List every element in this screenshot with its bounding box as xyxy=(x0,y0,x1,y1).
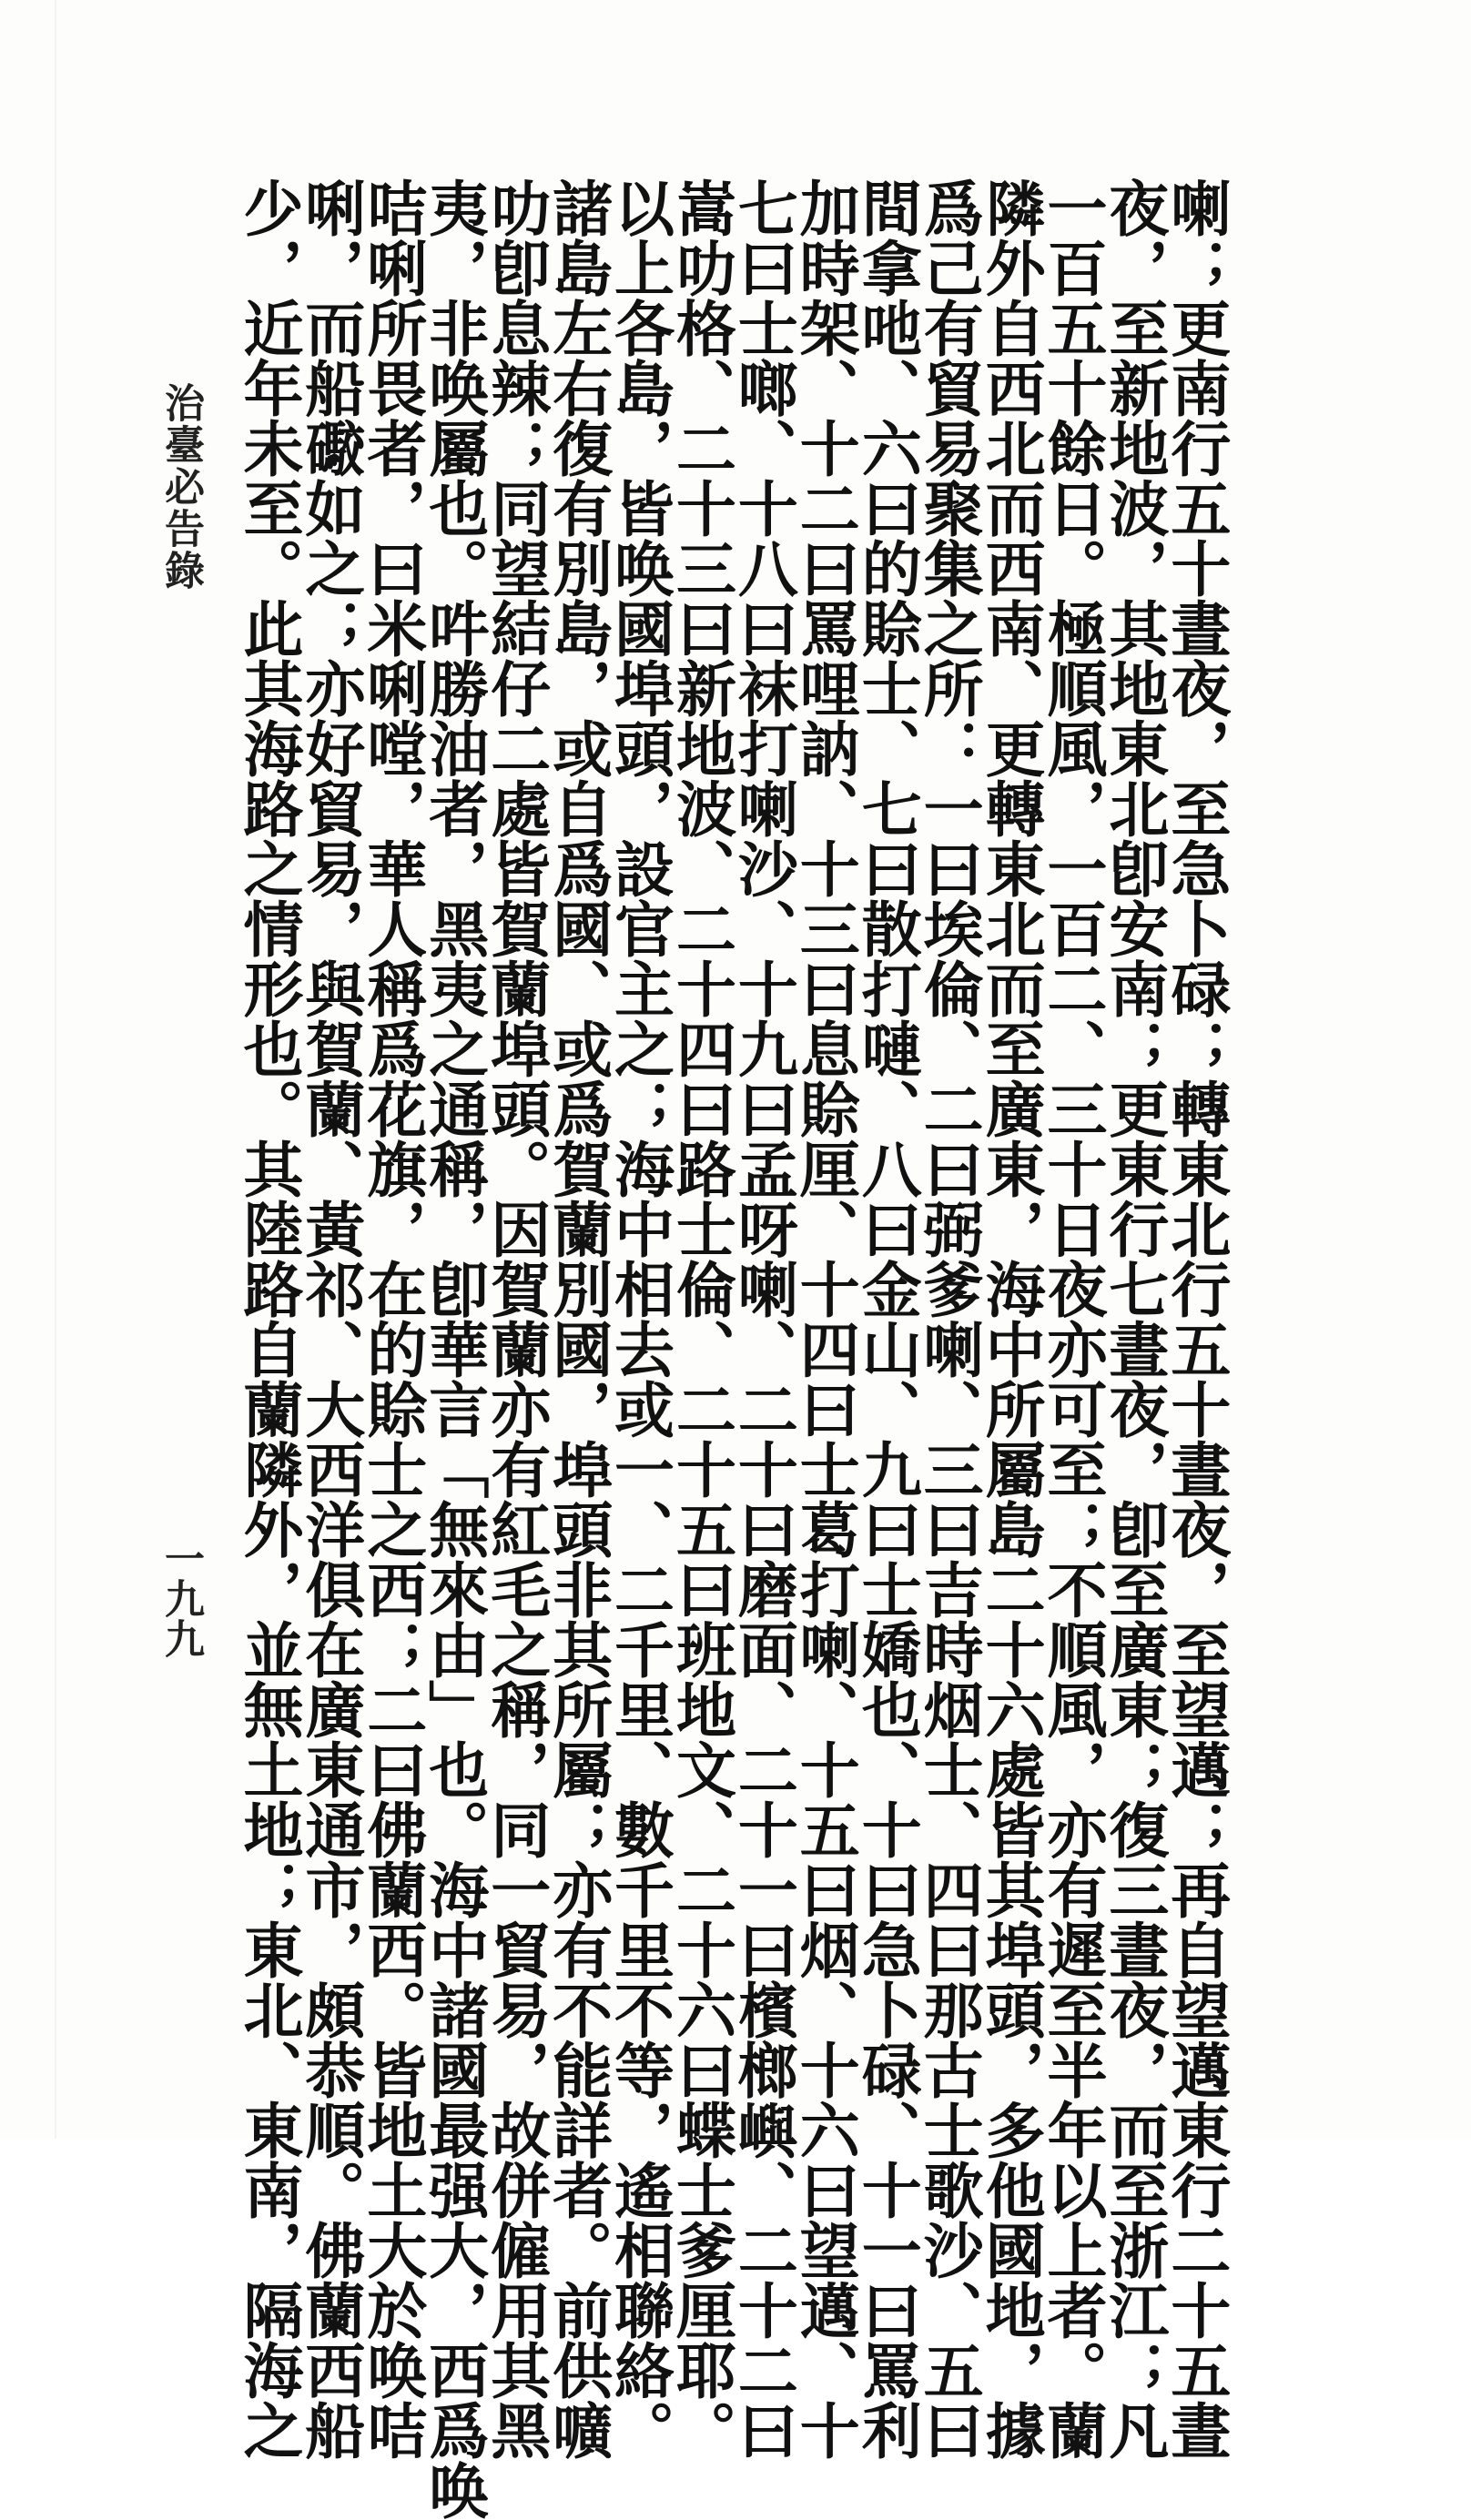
text-column-12: 叻卽息辣；同望結仔二處皆賀蘭埠頭。因賀蘭亦有紅毛之稱，同一貿易，故併僱用其黑 xyxy=(480,177,552,2460)
text-column-4: 隣外自西北而西南、更轉東北而至廣東，海中所屬島二十六處皆其埠頭，多他國地，據 xyxy=(975,177,1047,2460)
text-column-9: 嵩叻格、二十三曰新地波、二十四曰路士倫、二十五曰班地文、二十六曰蝶士爹厘耶。 xyxy=(665,177,737,2460)
page-fold-shadow xyxy=(55,0,56,2139)
text-column-15: 唎，而船礮如之；亦好貿易，與賀蘭、黃祁、大西洋俱在廣東通市，頗恭順。佛蘭西船 xyxy=(294,177,366,2460)
text-column-5: 爲己有貿易聚集之所：一曰埃倫、二曰弼爹喇、三曰吉時烟士、四曰那古士歌沙、五曰 xyxy=(913,177,985,2460)
text-column-11: 諸島左右復有別島，或自爲國、或爲賀蘭別國，埠頭非其所屬；亦有不能詳者。前供嚝 xyxy=(542,177,614,2460)
text-column-16: 少，近年未至。此其海路之情形也。其陸路自蘭隣外，並無土地；東北、東南，隔海之 xyxy=(233,177,304,2460)
text-column-13: 夷，非唤屬也。吽勝油者，黑夷之通稱，卽華言「無來由」也。海中諸國最强大，西爲唤 xyxy=(418,177,490,2520)
text-column-10: 以上各島，皆唤國埠頭，設官主之；海中相去或一、二千里、數千里不等，遙相聯絡。 xyxy=(604,177,675,2460)
text-column-14: 咭唎所畏者，曰米唎嘡，華人稱爲花旗，在的賒士之西；二曰佛蘭西。皆地土大於唤咭 xyxy=(356,177,428,2460)
running-title: 治臺必告錄 xyxy=(157,382,204,592)
main-text-block xyxy=(233,177,1232,2520)
text-column-1: 喇；更南行五十晝夜，至急卜碌；轉東北行五十晝夜，至望邁；再自望邁東行二十五晝 xyxy=(1160,177,1232,2460)
page-number: 一九九 xyxy=(157,1538,204,1658)
text-column-7: 加時架、十二曰罵哩訥、十三曰息賒厘、十四曰士葛打喇、十五曰烟、十六曰望邁、十 xyxy=(789,177,861,2460)
text-column-8: 七曰士啷、十八曰袜打喇沙、十九曰孟呀喇、二十曰磨面、二十一曰檳榔嶼、二十二曰 xyxy=(727,177,799,2460)
text-column-6: 間拿吔、六曰的賒士、七曰散打嗹、八曰金山、九曰士嬌也、十曰急卜碌、十一曰罵利 xyxy=(851,177,923,2460)
text-column-3: 一百五十餘日。極順風，一百二、三十日夜亦可至；不順風，亦有遲至半年以上者。蘭 xyxy=(1036,177,1108,2460)
text-column-2: 夜，至新地波，其地東北卽安南；更東行七晝夜，卽至廣東；復三晝夜，而至浙江；凡 xyxy=(1098,177,1170,2460)
